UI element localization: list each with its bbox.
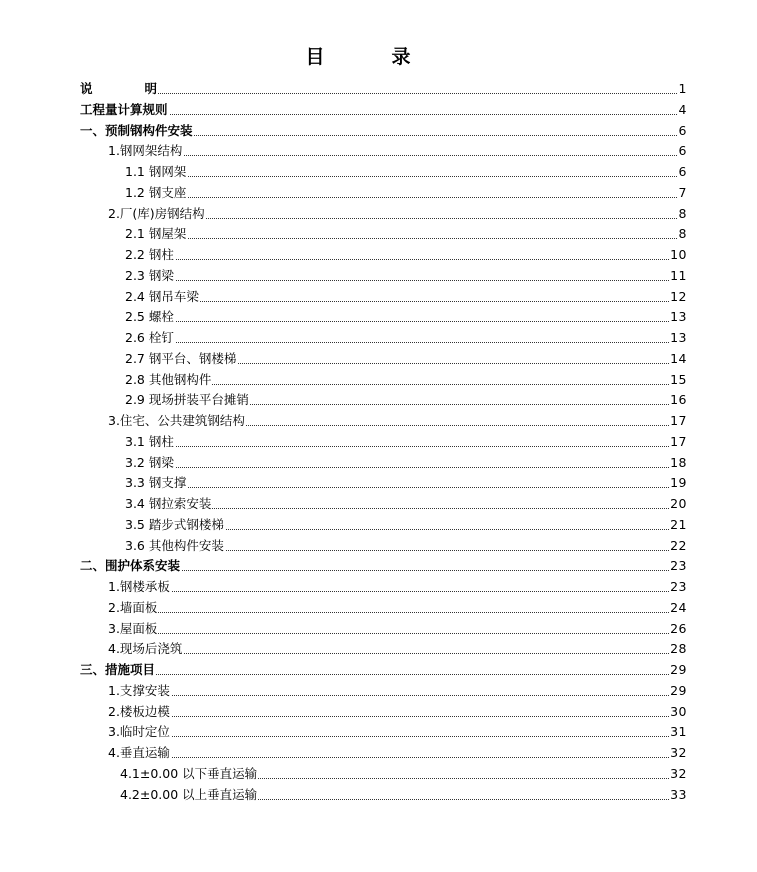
toc-entry-label: 工程量计算规则 — [80, 100, 169, 121]
toc-entry[interactable] — [0, 121, 757, 142]
toc-entry[interactable] — [0, 349, 757, 370]
dot-leader — [108, 155, 683, 156]
toc-page-number: 6 — [678, 121, 687, 142]
toc-page-number: 15 — [669, 370, 687, 391]
toc-entry-label: 2.1 钢屋架 — [125, 224, 187, 245]
toc-entry[interactable] — [0, 183, 757, 204]
toc-entry[interactable] — [0, 681, 757, 702]
dot-leader — [125, 342, 683, 343]
toc-entry[interactable] — [0, 515, 757, 536]
dot-leader — [108, 591, 683, 592]
dot-leader — [125, 280, 683, 281]
toc-entry-label: 3.临时定位 — [108, 722, 171, 743]
toc-entry[interactable] — [0, 432, 757, 453]
dot-leader — [108, 612, 683, 613]
dot-leader — [108, 695, 683, 696]
toc-page-number: 22 — [669, 536, 687, 557]
toc-page-number: 6 — [678, 162, 687, 183]
toc-entry-label: 2.楼板边模 — [108, 702, 171, 723]
toc-entry-label: 3.4 钢拉索安装 — [125, 494, 212, 515]
toc-page-number: 33 — [669, 785, 687, 806]
toc-entry[interactable] — [0, 224, 757, 245]
toc-entry[interactable] — [0, 598, 757, 619]
toc-entry[interactable] — [0, 162, 757, 183]
toc-entry-label: 三、措施项目 — [80, 660, 156, 681]
toc-entry-label: 2.3 钢梁 — [125, 266, 175, 287]
toc-entry[interactable] — [0, 141, 757, 162]
dot-leader — [80, 674, 683, 675]
toc-page-number: 1 — [678, 79, 687, 100]
toc-entry[interactable] — [0, 764, 757, 785]
toc-page-number: 28 — [669, 639, 687, 660]
toc-entry[interactable] — [0, 536, 757, 557]
toc-entry[interactable] — [0, 453, 757, 474]
toc-entry-label: 3.2 钢梁 — [125, 453, 175, 474]
toc-entry-label: 2.8 其他钢构件 — [125, 370, 212, 391]
toc-entry[interactable] — [0, 245, 757, 266]
dot-leader — [125, 301, 683, 302]
dot-leader — [108, 633, 683, 634]
dot-leader — [125, 467, 683, 468]
toc-entry[interactable] — [0, 494, 757, 515]
toc-entry[interactable] — [0, 619, 757, 640]
dot-leader — [125, 238, 683, 239]
toc-page-number: 26 — [669, 619, 687, 640]
toc-entry-label: 二、围护体系安装 — [80, 556, 181, 577]
toc-entry-label: 2.4 钢吊车梁 — [125, 287, 200, 308]
toc-page-number: 11 — [669, 266, 687, 287]
toc-entry-label-part: 说 — [80, 81, 93, 96]
toc-entry[interactable] — [0, 722, 757, 743]
toc-entry-label: 3.3 钢支撑 — [125, 473, 187, 494]
toc-entry[interactable] — [0, 328, 757, 349]
toc-page-number: 29 — [669, 660, 687, 681]
toc-page-number: 6 — [678, 141, 687, 162]
dot-leader — [125, 487, 683, 488]
toc-page-number: 29 — [669, 681, 687, 702]
toc-entry[interactable] — [0, 702, 757, 723]
toc-entry-label: 3.5 踏步式钢楼梯 — [125, 515, 225, 536]
toc-entry[interactable] — [0, 390, 757, 411]
toc-entry[interactable] — [0, 639, 757, 660]
toc-entry-label: 2.5 螺栓 — [125, 307, 175, 328]
dot-leader — [80, 114, 683, 115]
toc-entry[interactable] — [0, 743, 757, 764]
toc-entry-label: 2.厂(库)房钢结构 — [108, 204, 206, 225]
toc-entry[interactable] — [0, 473, 757, 494]
toc-entry[interactable] — [0, 785, 757, 806]
dot-leader — [125, 446, 683, 447]
toc-entry-label: 2.9 现场拼装平台摊销 — [125, 390, 250, 411]
toc-entry[interactable] — [0, 660, 757, 681]
toc-entry[interactable] — [0, 577, 757, 598]
toc-entry[interactable] — [0, 79, 757, 100]
toc-page-number: 13 — [669, 328, 687, 349]
toc-page-number: 23 — [669, 577, 687, 598]
toc-entry-label: 1.1 钢网架 — [125, 162, 187, 183]
dot-leader — [108, 757, 683, 758]
toc-entry[interactable] — [0, 307, 757, 328]
toc-page-number: 10 — [669, 245, 687, 266]
toc-entry-label: 3.1 钢柱 — [125, 432, 175, 453]
toc-entry-label: 3.住宅、公共建筑钢结构 — [108, 411, 246, 432]
dot-leader — [125, 197, 683, 198]
toc-page-number: 13 — [669, 307, 687, 328]
toc-page-number: 24 — [669, 598, 687, 619]
toc-entry-label: 3.6 其他构件安装 — [125, 536, 225, 557]
dot-leader — [80, 93, 683, 94]
toc-entry-label: 4.2±0.00 以上垂直运输 — [120, 785, 258, 806]
toc-page-number: 32 — [669, 743, 687, 764]
toc-entry-label — [80, 79, 158, 100]
toc-page-number: 7 — [678, 183, 687, 204]
toc-entry-label: 1.钢楼承板 — [108, 577, 171, 598]
toc-entry-label: 1.支撑安装 — [108, 681, 171, 702]
toc-entry-label: 2.7 钢平台、钢楼梯 — [125, 349, 237, 370]
toc-page-number: 17 — [669, 411, 687, 432]
toc-entry[interactable] — [0, 204, 757, 225]
toc-entry-label: 1.钢网架结构 — [108, 141, 183, 162]
toc-page-number: 20 — [669, 494, 687, 515]
toc-page-number: 32 — [669, 764, 687, 785]
toc-page-number: 8 — [678, 224, 687, 245]
toc-page-number: 4 — [678, 100, 687, 121]
toc-entry[interactable] — [0, 556, 757, 577]
toc-page-number: 23 — [669, 556, 687, 577]
toc-entry-label: 1.2 钢支座 — [125, 183, 187, 204]
toc-entry[interactable] — [0, 411, 757, 432]
toc-entry-label: 2.6 栓钉 — [125, 328, 175, 349]
toc-entry[interactable] — [0, 370, 757, 391]
toc-page-number: 19 — [669, 473, 687, 494]
toc-page-number: 14 — [669, 349, 687, 370]
dot-leader — [108, 653, 683, 654]
table-of-contents — [0, 79, 757, 805]
toc-page-number: 21 — [669, 515, 687, 536]
toc-entry-label: 一、预制钢构件安装 — [80, 121, 194, 142]
toc-page-number: 18 — [669, 453, 687, 474]
toc-entry[interactable] — [0, 266, 757, 287]
dot-leader — [125, 321, 683, 322]
toc-page-number: 17 — [669, 432, 687, 453]
toc-entry-label: 2.2 钢柱 — [125, 245, 175, 266]
toc-entry-label: 2.墙面板 — [108, 598, 158, 619]
toc-page-number: 31 — [669, 722, 687, 743]
toc-entry-label-part: 明 — [144, 81, 158, 96]
dot-leader — [108, 716, 683, 717]
toc-entry-label: 4.垂直运输 — [108, 743, 171, 764]
toc-page-number: 12 — [669, 287, 687, 308]
toc-page-number: 8 — [678, 204, 687, 225]
toc-page-number: 16 — [669, 390, 687, 411]
toc-entry-label: 3.屋面板 — [108, 619, 158, 640]
toc-entry[interactable] — [0, 287, 757, 308]
dot-leader — [125, 259, 683, 260]
toc-entry-label: 4.1±0.00 以下垂直运输 — [120, 764, 258, 785]
toc-title: 目 录 — [305, 46, 435, 68]
toc-page-number: 30 — [669, 702, 687, 723]
toc-entry-label: 4.现场后浇筑 — [108, 639, 183, 660]
dot-leader — [125, 176, 683, 177]
toc-entry[interactable] — [0, 100, 757, 121]
dot-leader — [108, 736, 683, 737]
